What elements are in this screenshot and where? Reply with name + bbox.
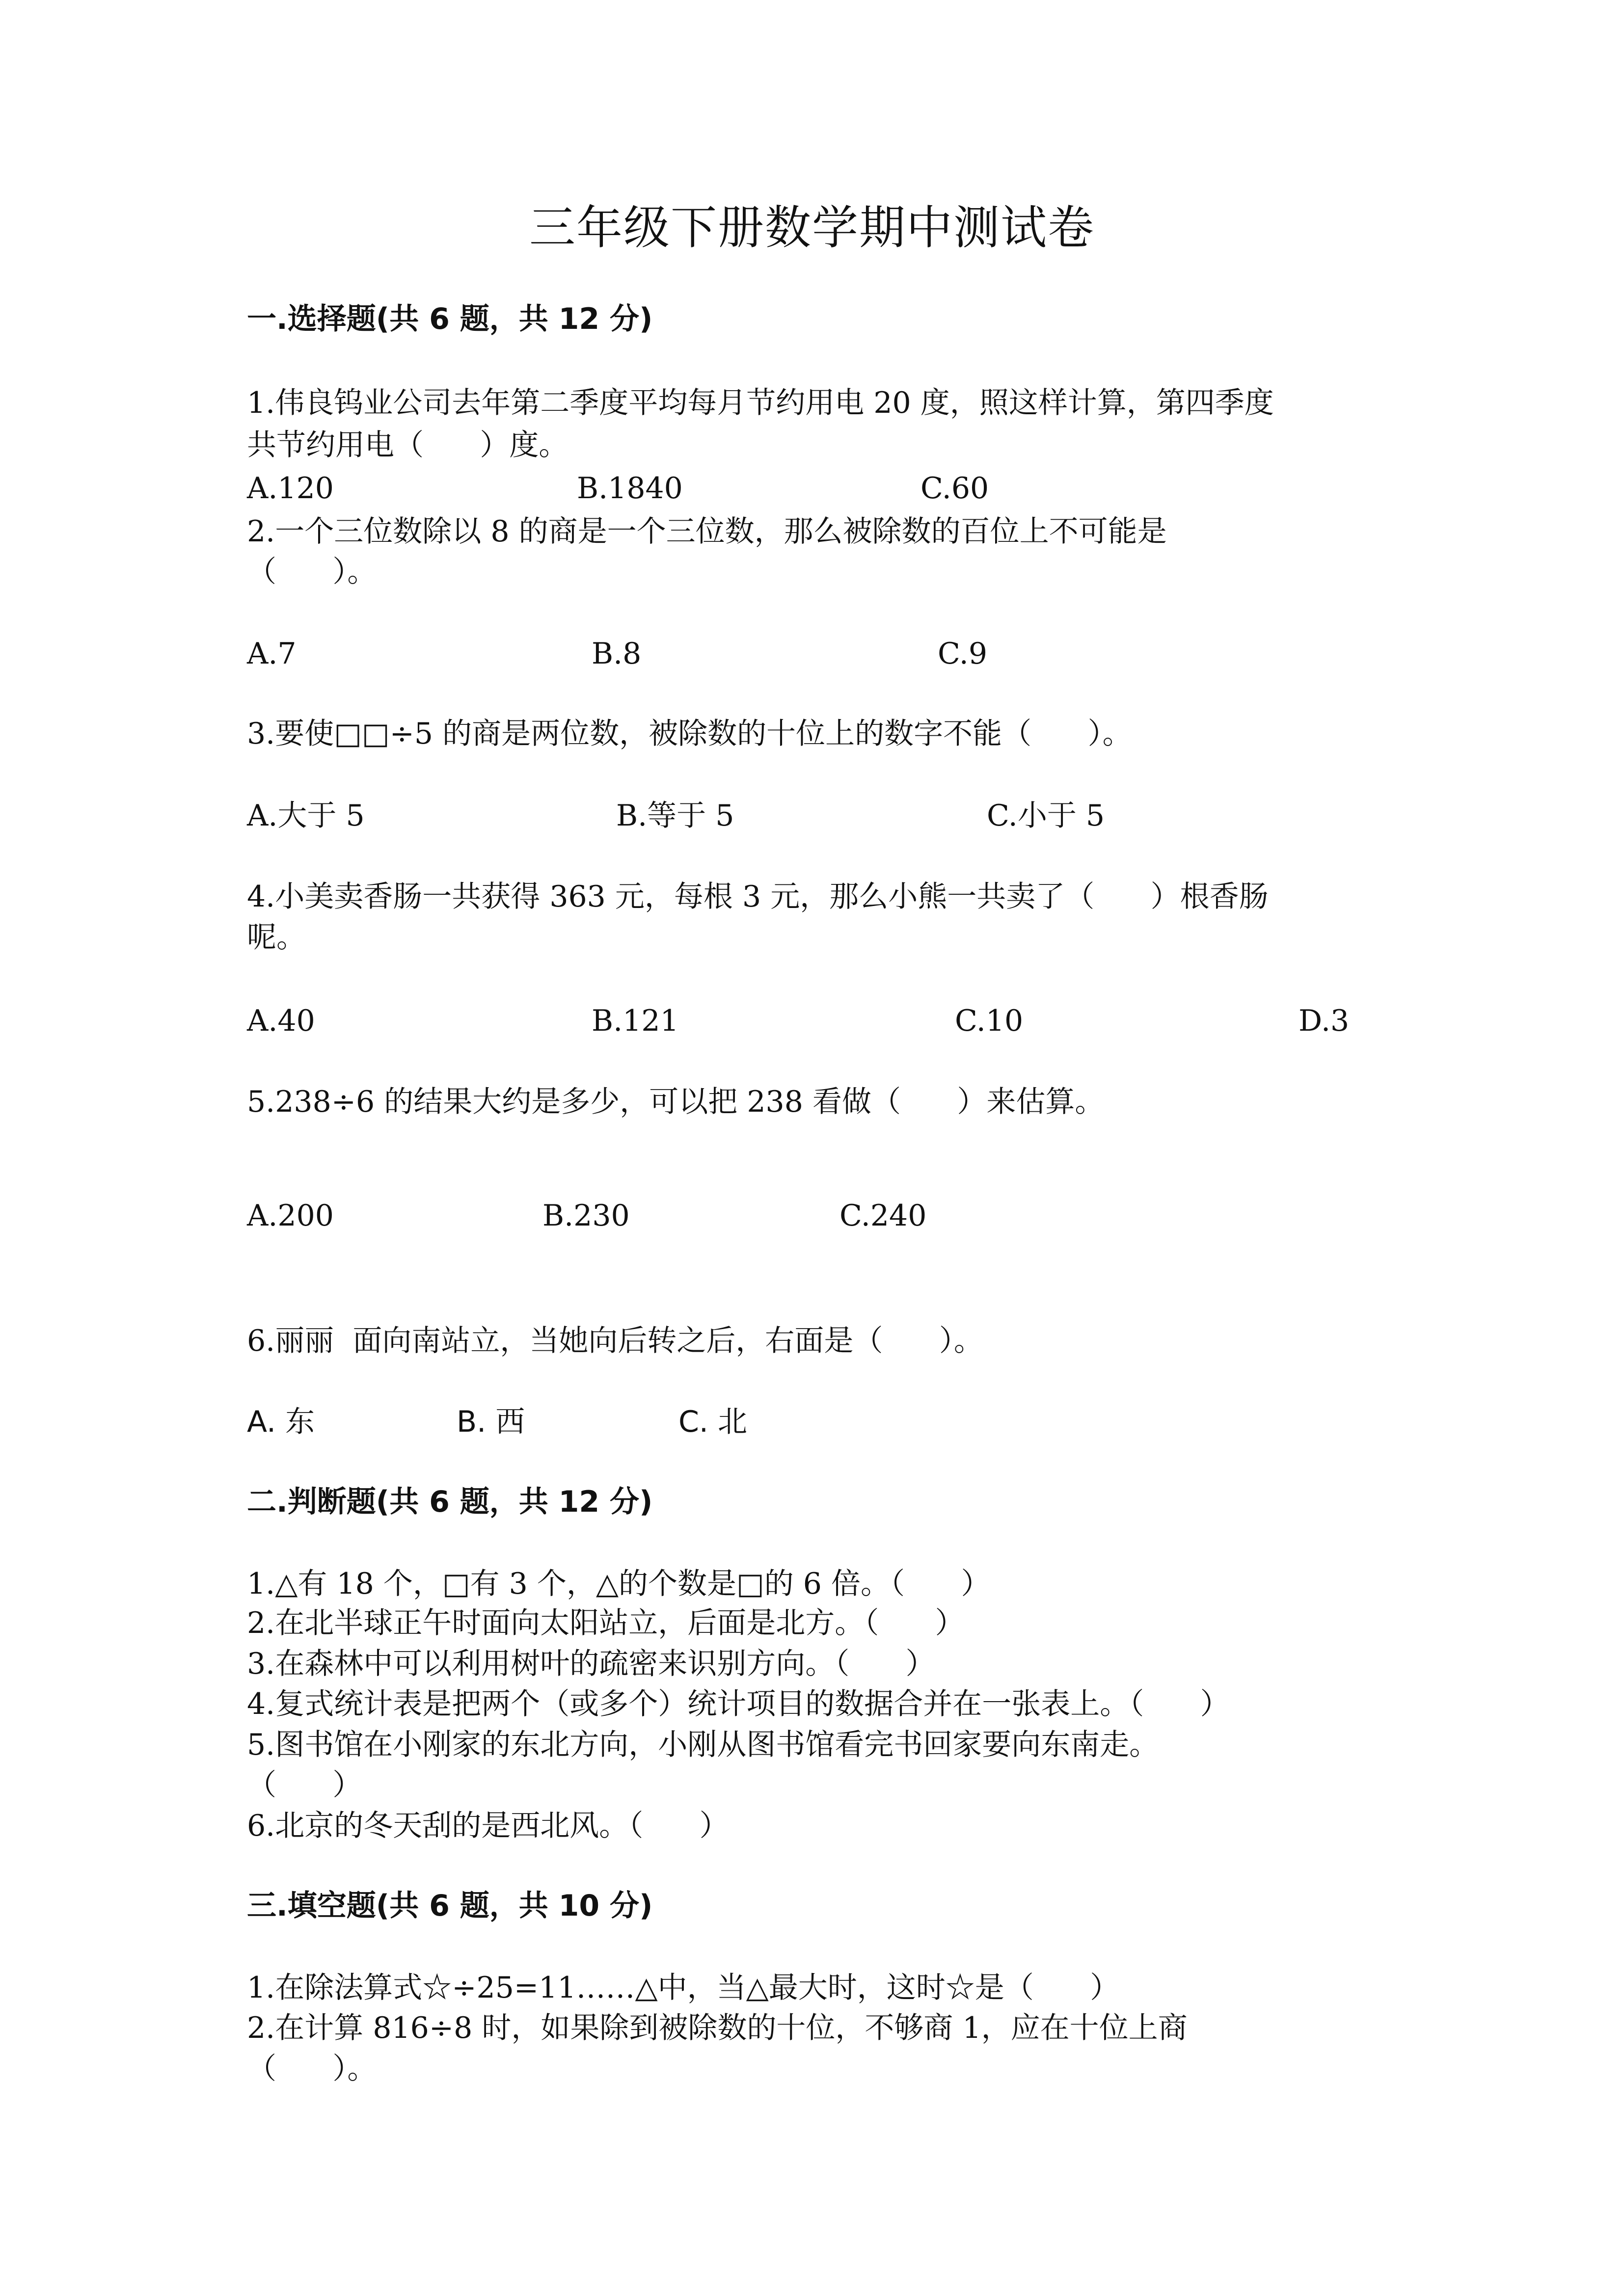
question-text: 1.伟良钨业公司去年第二季度平均每月节约用电 20 度，照这样计算，第四季度 xyxy=(247,386,1274,420)
option-a: A.120 xyxy=(247,471,334,506)
question-text: 共节约用电（ ）度。 xyxy=(247,428,568,462)
section-heading-fill-in: 三.填空题(共 6 题，共 10 分) xyxy=(247,1889,653,1923)
page-title: 三年级下册数学期中测试卷 xyxy=(529,201,1095,255)
option-b: B. 西 xyxy=(457,1405,525,1439)
question-text: 6.丽丽 面向南站立，当她向后转之后，右面是（ ）。 xyxy=(247,1324,983,1358)
option-c: C.小于 5 xyxy=(987,799,1105,833)
option-c: C.9 xyxy=(938,637,988,671)
option-b: B.121 xyxy=(592,1004,679,1038)
question-text: 5.图书馆在小刚家的东北方向，小刚从图书馆看完书回家要向东南走。 xyxy=(247,1728,1159,1762)
section-heading-judgement: 二.判断题(共 6 题，共 12 分) xyxy=(247,1485,653,1519)
question-text: （ ）。 xyxy=(247,2052,377,2086)
option-b: B.1840 xyxy=(577,471,683,506)
option-a: A.40 xyxy=(247,1004,315,1038)
option-a: A.大于 5 xyxy=(247,799,365,833)
question-text: 4.复式统计表是把两个（或多个）统计项目的数据合并在一张表上。（ ） xyxy=(247,1687,1230,1721)
question-text: 1.△有 18 个，□有 3 个，△的个数是□的 6 倍。（ ） xyxy=(247,1567,991,1601)
question-text: 3.要使□□÷5 的商是两位数，被除数的十位上的数字不能（ ）。 xyxy=(247,717,1132,751)
question-text: 6.北京的冬天刮的是西北风。（ ） xyxy=(247,1809,729,1843)
option-b: B.等于 5 xyxy=(616,799,734,833)
question-text: 1.在除法算式☆÷25=11……△中，当△最大时，这时☆是（ ） xyxy=(247,1971,1120,2005)
option-a: A. 东 xyxy=(247,1405,315,1439)
question-text: （ ）。 xyxy=(247,555,377,589)
option-b: B.230 xyxy=(542,1199,630,1233)
question-text: （ ） xyxy=(247,1768,362,1802)
option-c: C.240 xyxy=(839,1199,927,1233)
question-text: 5.238÷6 的结果大约是多少，可以把 238 看做（ ）来估算。 xyxy=(247,1085,1105,1119)
question-text: 呢。 xyxy=(247,920,306,955)
question-text: 2.在计算 816÷8 时，如果除到被除数的十位，不够商 1，应在十位上商 xyxy=(247,2011,1188,2045)
option-a: A.200 xyxy=(247,1199,334,1233)
option-c: C. 北 xyxy=(678,1405,748,1439)
question-text: 2.一个三位数除以 8 的商是一个三位数，那么被除数的百位上不可能是 xyxy=(247,514,1167,549)
option-c: C.60 xyxy=(920,471,989,506)
question-text: 2.在北半球正午时面向太阳站立，后面是北方。（ ） xyxy=(247,1606,965,1640)
option-d: D.3 xyxy=(1299,1004,1350,1038)
section-heading-choice: 一.选择题(共 6 题，共 12 分) xyxy=(247,302,653,336)
option-c: C.10 xyxy=(955,1004,1024,1038)
question-text: 4.小美卖香肠一共获得 363 元，每根 3 元，那么小熊一共卖了（ ）根香肠 xyxy=(247,880,1269,914)
option-a: A.7 xyxy=(247,637,297,671)
option-b: B.8 xyxy=(592,637,642,671)
question-text: 3.在森林中可以利用树叶的疏密来识别方向。（ ） xyxy=(247,1647,935,1681)
